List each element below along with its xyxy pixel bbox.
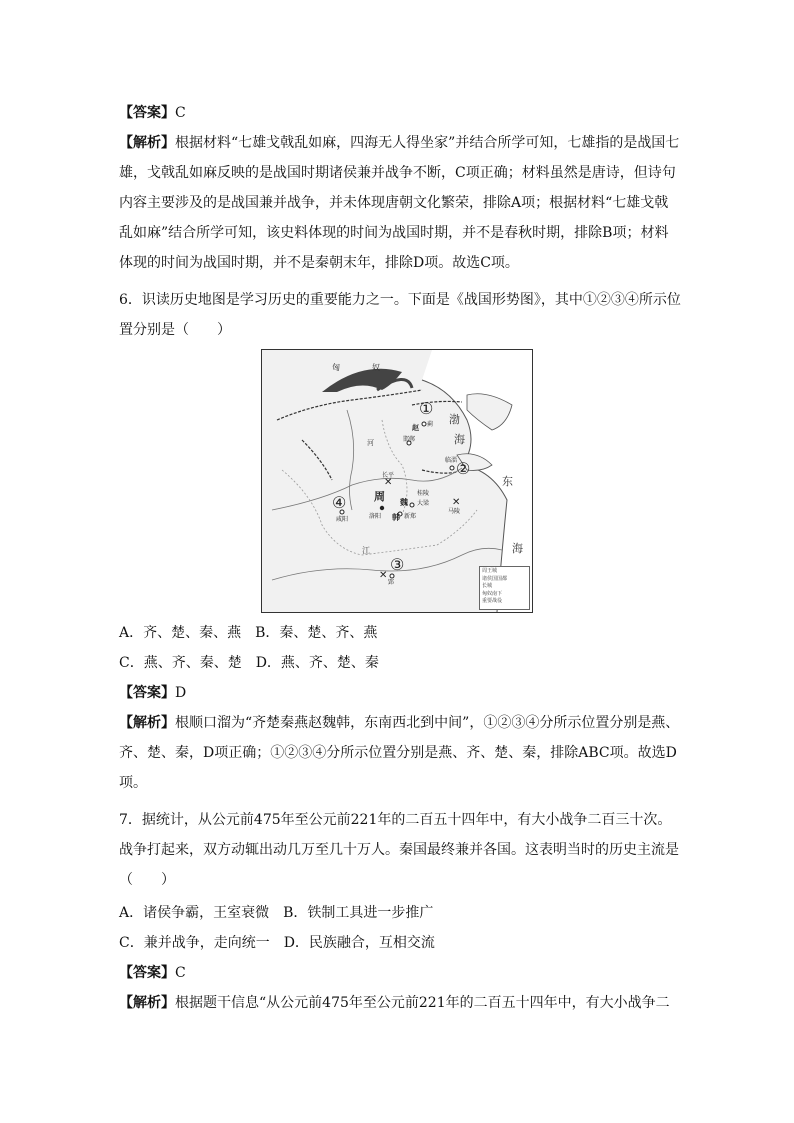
- label-handan: 邯郸: [403, 436, 416, 443]
- xiongnu-arrow: [322, 369, 402, 392]
- q7-answer: [119, 964, 186, 982]
- answer-value: D: [175, 685, 187, 701]
- label-hai2: 海: [512, 542, 523, 555]
- city-daliang-marker: [410, 503, 414, 507]
- marker-1: ①: [419, 399, 434, 418]
- label-guiling: 桂陵: [417, 490, 430, 497]
- q7-options: C．兼并战争，走向统一 D．民族融合，互相交流: [119, 935, 435, 951]
- map-legend: [479, 566, 530, 610]
- legend-item: 长城: [482, 583, 493, 589]
- city-ying-marker: [390, 574, 394, 578]
- river-bend: [347, 410, 354, 510]
- q6-options: C．燕、齐、秦、楚 D．燕、齐、楚、秦: [119, 655, 379, 671]
- label-xiongnu-1: 匈: [332, 363, 340, 372]
- battle-ying-mark: ✕: [379, 570, 388, 581]
- marker-3: ③: [390, 555, 405, 574]
- answer-label: 【答案】: [119, 685, 175, 701]
- label-hai1: 海: [454, 433, 465, 446]
- answer-value: C: [175, 965, 186, 981]
- label-daliang: 大梁: [417, 500, 430, 507]
- q7-options: A．诸侯争霸，王室衰微 B．铁制工具进一步推广: [119, 905, 434, 921]
- q7-analysis-line: [119, 994, 670, 1012]
- label-bo: 渤: [449, 413, 460, 426]
- analysis-label: 【解析】: [119, 715, 175, 731]
- great-wall-north: [277, 390, 422, 420]
- q5-analysis-line: [119, 134, 679, 152]
- q6-stem: 6．识读历史地图是学习历史的重要能力之一。下面是《战国形势图》，其中①②③④所示位: [119, 292, 681, 308]
- legend-item: 重要战役: [482, 598, 503, 604]
- q6-answer: [119, 684, 186, 702]
- q5-analysis-line: 内容主要涉及的是战国兼并战争，并未体现唐朝文化繁荣，排除A项；根据材料“七雄戈戟: [119, 195, 669, 211]
- q6-analysis-line: [119, 714, 679, 732]
- q7-stem: （ ）: [119, 872, 175, 888]
- label-luoyang: 洛阳: [369, 513, 382, 520]
- label-han: 韩: [392, 512, 400, 522]
- battle-maling-mark: ✕: [452, 497, 461, 508]
- answer-label: 【答案】: [119, 105, 175, 121]
- label-linzi: 临淄: [445, 457, 458, 464]
- q7-stem: 7．据统计，从公元前475年至公元前221年的二百五十四年中，有大小战争二百三十次。: [119, 812, 672, 828]
- label-xianyang: 咸阳: [336, 516, 349, 523]
- answer-value: C: [175, 105, 186, 121]
- label-jiang: 江: [362, 546, 370, 555]
- analysis-text: 根据材料“七雄戈戟乱如麻，四海无人得坐家”并结合所学可知，七雄指的是战国七: [175, 135, 680, 151]
- legend-item: 匈奴南下: [482, 590, 503, 597]
- q7-stem: 战争打起来，双方动辄出动几万至几十万人。秦国最终兼并各国。这表明当时的历史主流是: [119, 842, 679, 858]
- analysis-label: 【解析】: [119, 995, 175, 1011]
- q6-stem: 置分别是（ ）: [119, 322, 231, 338]
- warring-states-map: [261, 349, 533, 613]
- battle-changping-mark: ✕: [384, 477, 393, 488]
- label-maling: 马陵: [448, 508, 461, 515]
- label-dong: 东: [502, 475, 513, 488]
- marker-2: ②: [456, 459, 471, 478]
- legend-item: 诸侯国国都: [482, 575, 508, 582]
- great-wall-qin: [302, 440, 332, 480]
- yellow-river: [272, 468, 462, 510]
- q5-analysis-line: 乱如麻”结合所学可知，该史料体现的时间为战国时期，并不是春秋时期，排除B项；材料: [119, 225, 669, 241]
- q6-options: A．齐、楚、秦、燕 B．秦、楚、齐、燕: [119, 625, 378, 641]
- label-xinzheng: 新郑: [404, 513, 417, 520]
- q5-answer: [119, 104, 186, 122]
- legend-item: 周王城: [482, 568, 498, 574]
- label-changping: 长平: [382, 472, 395, 479]
- q5-analysis-line: 雄，戈戟乱如麻反映的是战国时期诸侯兼并战争不断，C项正确；材料虽然是唐诗，但诗句: [119, 165, 676, 181]
- label-ying: 郢: [388, 579, 395, 586]
- q6-analysis-line: 项。: [119, 775, 147, 791]
- label-wei: 魏: [400, 497, 408, 507]
- label-zhao: 赵: [412, 423, 419, 432]
- label-ji: 蓟: [427, 421, 434, 428]
- city-linzi-marker: [450, 466, 454, 470]
- analysis-label: 【解析】: [119, 135, 175, 151]
- analysis-text: 根据题干信息“从公元前475年至公元前221年的二百五十四年中，有大小战争二: [175, 995, 670, 1011]
- answer-label: 【答案】: [119, 965, 175, 981]
- q5-analysis-line: 体现的时间为战国时期，并不是秦朝末年，排除D项。故选C项。: [119, 255, 519, 271]
- label-he: 河: [367, 439, 374, 447]
- analysis-text: 根顺口溜为“齐楚秦燕赵魏韩，东南西北到中间”，①②③④分所示位置分别是燕、: [175, 715, 680, 731]
- city-ji-marker: [422, 422, 426, 426]
- marker-4: ④: [332, 493, 347, 512]
- q6-analysis-line: 齐、楚、秦，D项正确；①②③④分所示位置分别是燕、齐、楚、秦，排除ABC项。故选D: [119, 745, 677, 761]
- city-luoyang-marker: [380, 506, 384, 510]
- label-xiongnu-2: 奴: [372, 363, 380, 372]
- label-zhou: 周: [374, 490, 385, 503]
